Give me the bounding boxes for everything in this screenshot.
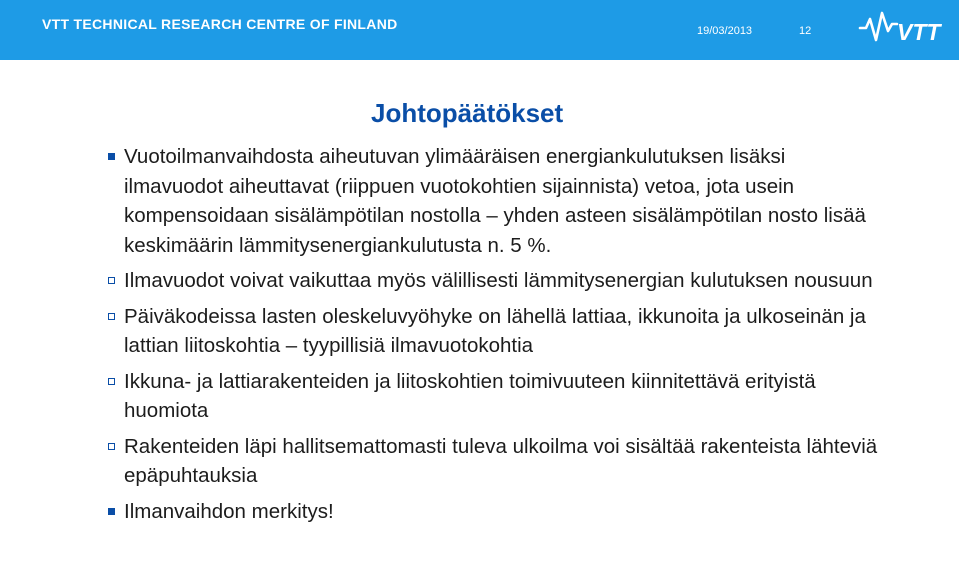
list-item [108,142,878,260]
bullet-text: Ikkuna- ja lattiarakenteiden ja liitoskohtien toimivuuteen kiinnitettävä erityistä huomiota [124,369,816,422]
bullet-square-icon [108,153,115,160]
slide-date: 19/03/2013 [697,25,753,37]
bullet-text: Ilmanvaihdon merkitys! [124,499,334,523]
list-item [108,266,878,296]
bullet-text: Ilmavuodot voivat vaikuttaa myös välillisesti lämmitysenergian kulutuksen nousuun [124,269,873,292]
list-item [108,302,878,361]
list-item [108,497,878,527]
logo-text: VTT [897,19,941,45]
slide-number: 12 [799,25,812,37]
bullet-square-outline-icon [108,378,115,385]
header-bar [0,0,959,60]
bullet-square-outline-icon [108,277,115,284]
bullet-text: Vuotoilmanvaihdosta aiheutuvan ylimääräisen energiankulutuksen lisäksi ilmavuodot aiheuttavat (riippuen vuotokohtien sijainnista) vetoa, jota usein kompensoidaan sisälämpötilan nostolla – yhden asteen sisälämpötilan nosto lisää keskimäärin lämmitysenergiankulutusta n. 5 %. [124,145,866,257]
bullet-square-icon [108,508,115,515]
bullet-text: Rakenteiden läpi hallitsemattomasti tuleva ulkoilma voi sisältää rakenteista lähteviä epäpuhtauksia [124,434,878,487]
vtt-logo-icon [858,7,944,45]
slide-title: Johtopäätökset [371,98,564,128]
bullet-list [108,142,878,526]
org-name: VTT TECHNICAL RESEARCH CENTRE OF FINLAND [42,16,398,32]
list-item [108,367,878,426]
bullet-square-outline-icon [108,313,115,320]
bullet-square-outline-icon [108,443,115,450]
list-item [108,432,878,491]
bullet-text: Päiväkodeissa lasten oleskeluvyöhyke on lähellä lattiaa, ikkunoita ja ulkoseinän ja lattian liitoskohtia – tyypillisiä ilmavuotokohtia [124,304,866,357]
